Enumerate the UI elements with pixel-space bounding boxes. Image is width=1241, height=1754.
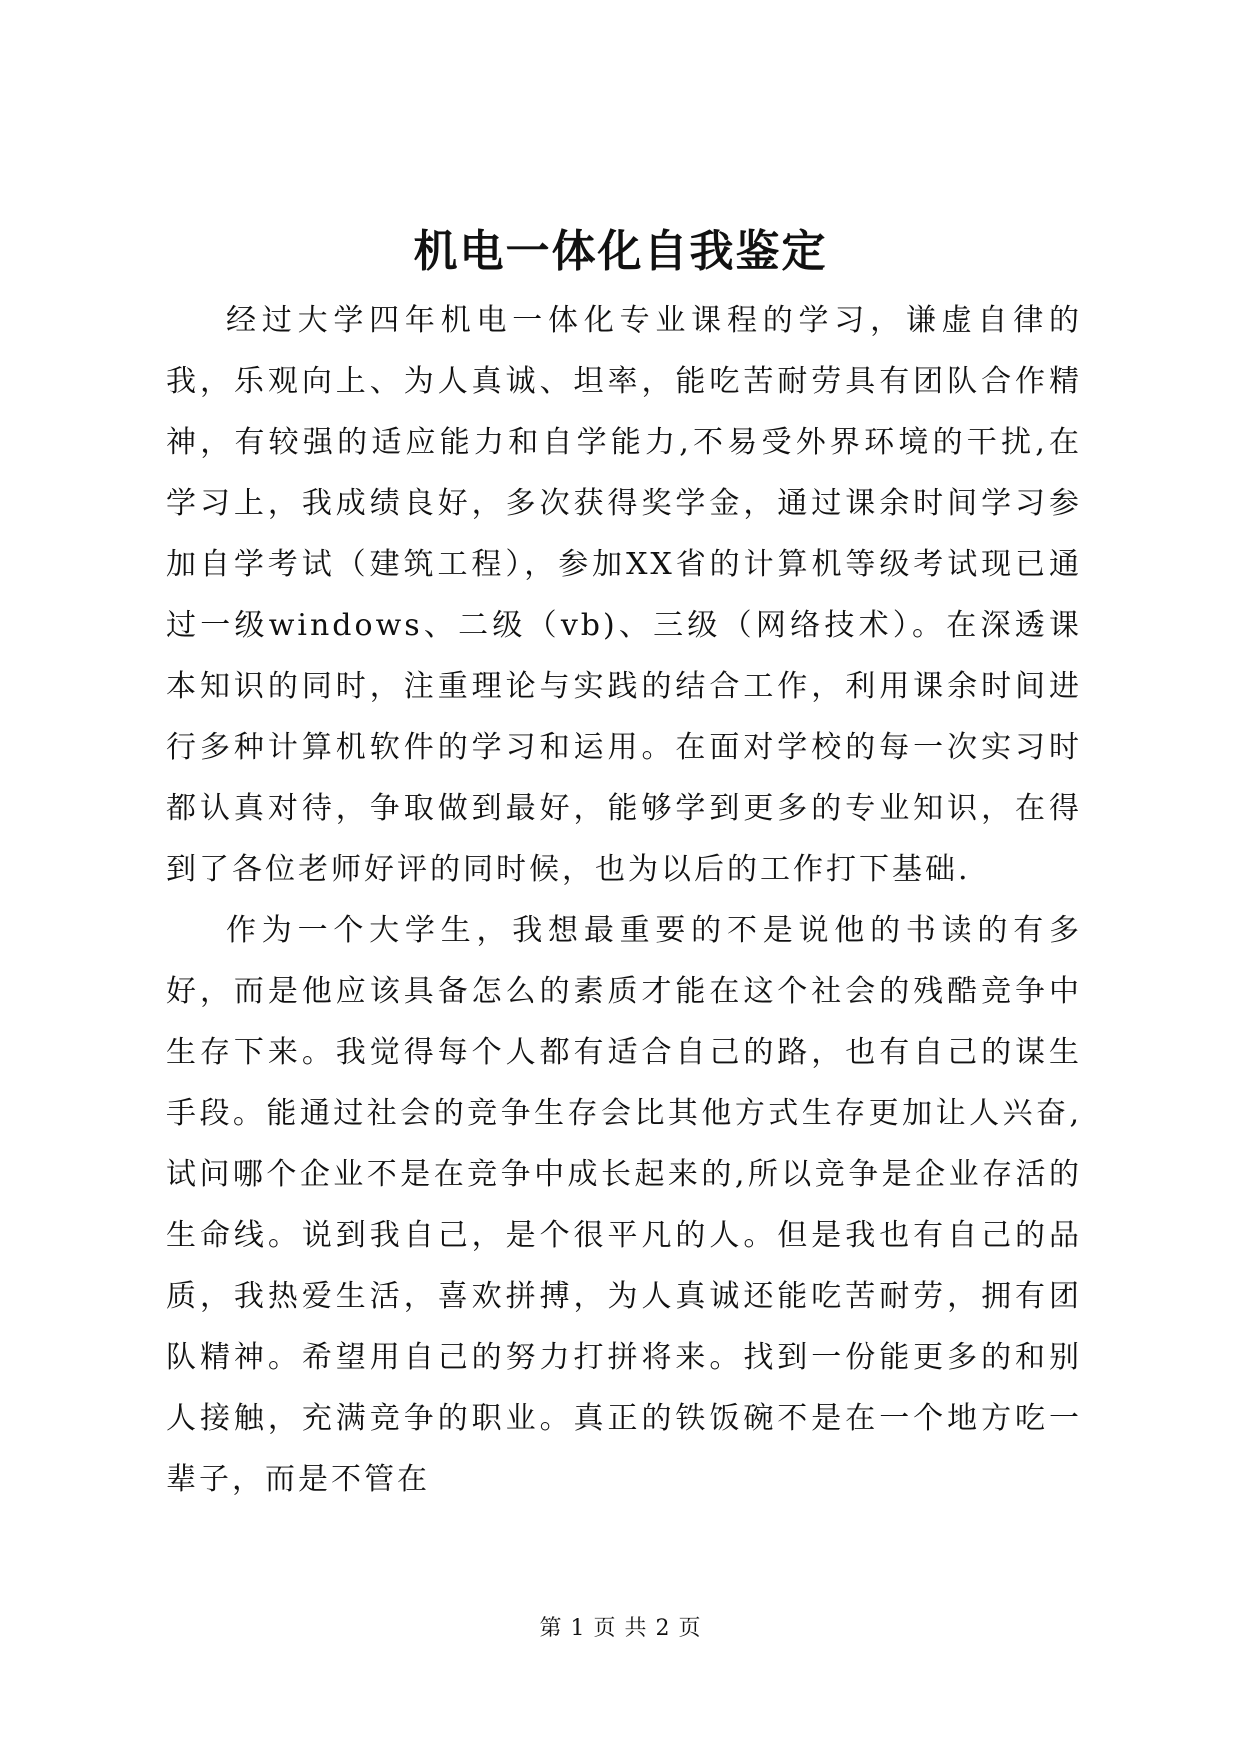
- document-body: [166, 290, 1082, 1510]
- page-footer: 第 1 页 共 2 页: [539, 1616, 702, 1641]
- paragraph-2: 作为一个大学生，我想最重要的不是说他的书读的有多好，而是他应该具备怎么的素质才能在这个社会的残酷竞争中生存下来。我觉得每个人都有适合自己的路，也有自己的谋生手段。能通过社会的竞争生存会比其他方式生存更加让人兴奋,试问哪个企业不是在竞争中成长起来的,所以竞争是企业存活的生命线。说到我自己，是个很平凡的人。但是我也有自己的品质，我热爱生活，喜欢拼搏，为人真诚还能吃苦耐劳，拥有团队精神。希望用自己的努力打拼将来。找到一份能更多的和别人接触，充满竞争的职业。真正的铁饭碗不是在一个地方吃一辈子，而是不管在: [166, 913, 1082, 1497]
- document-title: 机电一体化自我鉴定: [413, 226, 828, 277]
- paragraph-1: 经过大学四年机电一体化专业课程的学习，谦虚自律的我，乐观向上、为人真诚、坦率，能吃苦耐劳具有团队合作精神，有较强的适应能力和自学能力,不易受外界环境的干扰,在学习上，我成绩良好，多次获得奖学金，通过课余时间学习参加自学考试（建筑工程），参加XX省的计算机等级考试现已通过一级windows、二级（vb)、三级（网络技术）。在深透课本知识的同时，注重理论与实践的结合工作，利用课余时间进行多种计算机软件的学习和运用。在面对学校的每一次实习时都认真对待，争取做到最好，能够学到更多的专业知识，在得到了各位老师好评的同时候，也为以后的工作打下基础.: [166, 303, 1082, 887]
